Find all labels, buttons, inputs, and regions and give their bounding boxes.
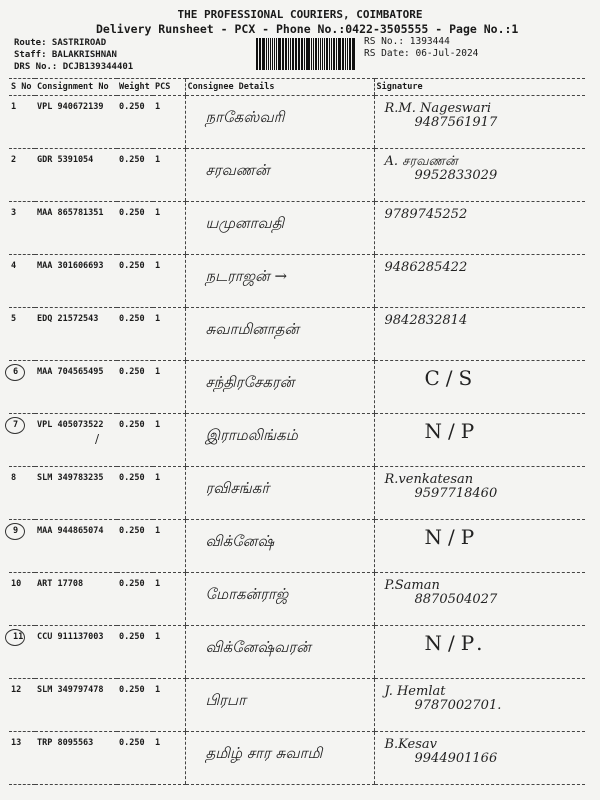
- barcode-bar: [313, 38, 315, 70]
- sno-cell: 10: [9, 573, 35, 626]
- signature-cell: [374, 573, 585, 626]
- consignee-name: ரவிசங்கர்: [185, 467, 374, 520]
- pcs-cell: 1: [153, 520, 185, 573]
- barcode-bar: [274, 38, 276, 70]
- pcs-cell: 1: [153, 467, 185, 520]
- barcode-bar: [278, 38, 280, 70]
- barcode-bar: [262, 38, 264, 70]
- sno-cell: 2: [9, 149, 35, 202]
- barcode-bar: [292, 38, 294, 70]
- signature-phone: 9952833029: [414, 168, 498, 183]
- runsheet-title: Delivery Runsheet - PCX - Phone No.:0422-3505555 - Page No.:1: [96, 22, 519, 36]
- weight-cell: 0.250: [117, 202, 153, 255]
- barcode-bar: [260, 38, 261, 70]
- signature-text: J. Hemlat: [384, 684, 446, 699]
- consignment-number: SLM 349783235: [35, 467, 117, 520]
- sno-cell: 8: [9, 467, 35, 520]
- weight-cell: 0.250: [117, 573, 153, 626]
- weight-cell: 0.250: [117, 96, 153, 149]
- barcode-bar: [272, 38, 273, 70]
- consignment-number: MAA 944865074: [35, 520, 117, 573]
- consignee-name: சரவணன்: [185, 149, 374, 202]
- signature-cell: [374, 626, 585, 679]
- table-row: [9, 467, 585, 520]
- pcs-cell: 1: [153, 96, 185, 149]
- signature-text: P.Saman: [384, 578, 440, 593]
- pcs-cell: 1: [153, 414, 185, 467]
- barcode-bar: [285, 38, 287, 70]
- table-row: [9, 679, 585, 732]
- signature-cell: [374, 467, 585, 520]
- consignment-number: MAA 865781351: [35, 202, 117, 255]
- barcode-bar: [336, 38, 337, 70]
- consignee-name: தமிழ் சார சுவாமி: [185, 732, 374, 785]
- table-row: [9, 414, 585, 467]
- signature-phone: 9944901166: [414, 751, 498, 766]
- staff-label: Staff: BALAKRISHNAN: [14, 50, 117, 60]
- barcode: [256, 38, 356, 70]
- signature-phone: 9597718460: [414, 486, 498, 501]
- col-consignment-header: Consignment No: [35, 79, 117, 96]
- barcode-bar: [301, 38, 303, 70]
- weight-cell: 0.250: [117, 149, 153, 202]
- barcode-bar: [288, 38, 289, 70]
- signature-cell: [374, 255, 585, 308]
- consignment-number: EDQ 21572543: [35, 308, 117, 361]
- pcs-cell: 1: [153, 679, 185, 732]
- sno-cell: 5: [9, 308, 35, 361]
- barcode-bar: [259, 38, 260, 70]
- signature-text: N/P: [424, 525, 481, 549]
- signature-cell: [374, 202, 585, 255]
- pcs-cell: 1: [153, 361, 185, 414]
- consignee-name: இராமலிங்கம்: [185, 414, 374, 467]
- rs-date: RS Date: 06-Jul-2024: [364, 48, 479, 59]
- tick-mark: /: [95, 432, 100, 446]
- barcode-bar: [349, 38, 351, 70]
- signature-cell: [374, 361, 585, 414]
- table-row: [9, 96, 585, 149]
- drs-number: DRS No.: DCJB139344401: [14, 62, 134, 72]
- signature-cell: [374, 732, 585, 785]
- sno-cell: 7: [9, 414, 35, 467]
- barcode-bar: [290, 38, 291, 70]
- signature-cell: [374, 308, 585, 361]
- signature-text: 9789745252: [384, 207, 468, 222]
- signature-text: N/P.: [424, 631, 489, 655]
- table-row: [9, 202, 585, 255]
- rs-number: RS No.: 1393444: [364, 36, 450, 47]
- barcode-bar: [331, 38, 332, 70]
- table-row: [9, 308, 585, 361]
- barcode-bar: [276, 38, 277, 70]
- signature-text: N/P: [424, 419, 481, 443]
- signature-phone: 8870504027: [414, 592, 498, 607]
- weight-cell: 0.250: [117, 467, 153, 520]
- barcode-bar: [298, 38, 299, 70]
- consignee-name: யமுனாவதி: [185, 202, 374, 255]
- barcode-bar: [307, 38, 309, 70]
- pcs-cell: 1: [153, 149, 185, 202]
- weight-cell: 0.250: [117, 626, 153, 679]
- weight-cell: 0.250: [117, 255, 153, 308]
- barcode-bar: [295, 38, 297, 70]
- col-sno-header: S No: [9, 79, 35, 96]
- signature-cell: [374, 414, 585, 467]
- consignment-number: CCU 911137003: [35, 626, 117, 679]
- barcode-bar: [306, 38, 307, 70]
- signature-text: R.M. Nageswari: [384, 101, 492, 116]
- table-row: [9, 626, 585, 679]
- consignment-number: GDR 5391054: [35, 149, 117, 202]
- pcs-cell: 1: [153, 626, 185, 679]
- barcode-bar: [282, 38, 283, 70]
- pcs-cell: 1: [153, 308, 185, 361]
- barcode-bar: [347, 38, 348, 70]
- sno-cell: 4: [9, 255, 35, 308]
- barcode-bar: [315, 38, 317, 70]
- consignee-name: விக்னேஷ்வரன்: [185, 626, 374, 679]
- table-row: [9, 149, 585, 202]
- barcode-bar: [339, 38, 341, 70]
- weight-cell: 0.250: [117, 732, 153, 785]
- signature-text: 9486285422: [384, 260, 468, 275]
- barcode-bar: [299, 38, 300, 70]
- sno-cell: 1: [9, 96, 35, 149]
- sno-cell: 11: [9, 626, 35, 679]
- consignee-name: நாகேஸ்வரி: [185, 96, 374, 149]
- barcode-bar: [318, 38, 319, 70]
- barcode-bar: [283, 38, 284, 70]
- barcode-bar: [266, 38, 267, 70]
- table-row: [9, 361, 585, 414]
- col-weight-header: Weight: [117, 79, 153, 96]
- pcs-cell: 1: [153, 732, 185, 785]
- weight-cell: 0.250: [117, 361, 153, 414]
- table-row: [9, 732, 585, 785]
- signature-text: R.venkatesan: [384, 472, 474, 487]
- signature-phone: 9787002701.: [414, 698, 502, 713]
- route-label: Route: SASTRIROAD: [14, 38, 107, 48]
- consignment-number: SLM 349797478: [35, 679, 117, 732]
- barcode-bar: [324, 38, 325, 70]
- col-signature-header: Signature: [374, 79, 585, 96]
- consignment-number: VPL 940672139: [35, 96, 117, 149]
- barcode-bar: [353, 38, 355, 70]
- weight-cell: 0.250: [117, 308, 153, 361]
- barcode-bar: [304, 38, 305, 70]
- barcode-bar: [270, 38, 271, 70]
- barcode-bar: [268, 38, 270, 70]
- table-row: [9, 573, 585, 626]
- signature-phone: 9487561917: [414, 115, 498, 130]
- runsheet-table: [9, 78, 585, 785]
- consignee-name: மோகன்ராஜ்: [185, 573, 374, 626]
- barcode-bar: [326, 38, 328, 70]
- consignee-name: பிரபா: [185, 679, 374, 732]
- barcode-bar: [342, 38, 344, 70]
- sno-cell: 12: [9, 679, 35, 732]
- consignee-name: சந்திரசேகரன்: [185, 361, 374, 414]
- barcode-bar: [329, 38, 330, 70]
- signature-text: B.Kesav: [384, 737, 438, 752]
- signature-cell: [374, 679, 585, 732]
- signature-cell: [374, 520, 585, 573]
- pcs-cell: 1: [153, 202, 185, 255]
- barcode-bar: [311, 38, 312, 70]
- barcode-bar: [338, 38, 339, 70]
- barcode-bar: [256, 38, 258, 70]
- table-row: [9, 520, 585, 573]
- signature-text: A. சரவணன்: [384, 154, 458, 169]
- pcs-cell: 1: [153, 573, 185, 626]
- sno-cell: 6: [9, 361, 35, 414]
- barcode-bar: [322, 38, 324, 70]
- barcode-bar: [333, 38, 335, 70]
- barcode-bar: [345, 38, 346, 70]
- signature-cell: [374, 149, 585, 202]
- circle-mark: [5, 523, 25, 540]
- circle-mark: [5, 629, 25, 646]
- col-consignee-header: Consignee Details: [185, 79, 374, 96]
- col-pcs-header: PCS: [153, 79, 185, 96]
- consignment-number: VPL 405073522 /: [35, 414, 117, 467]
- circle-mark: [5, 364, 25, 381]
- signature-cell: [374, 96, 585, 149]
- circle-mark: [5, 417, 25, 434]
- barcode-bar: [320, 38, 321, 70]
- consignee-name: விக்னேஷ்: [185, 520, 374, 573]
- consignment-number: ART 17708: [35, 573, 117, 626]
- pcs-cell: 1: [153, 255, 185, 308]
- table-row: [9, 255, 585, 308]
- consignee-name: சுவாமினாதன்: [185, 308, 374, 361]
- signature-text: 9842832814: [384, 313, 468, 328]
- sno-cell: 13: [9, 732, 35, 785]
- sno-cell: 3: [9, 202, 35, 255]
- consignee-name: நடராஜன் →: [185, 255, 374, 308]
- weight-cell: 0.250: [117, 520, 153, 573]
- barcode-bar: [352, 38, 353, 70]
- weight-cell: 0.250: [117, 414, 153, 467]
- table-header-row: [9, 79, 585, 96]
- sno-cell: 9: [9, 520, 35, 573]
- company-title: THE PROFESSIONAL COURIERS, COIMBATORE: [177, 8, 423, 21]
- consignment-number: TRP 8095563: [35, 732, 117, 785]
- consignment-number: MAA 301606693: [35, 255, 117, 308]
- weight-cell: 0.250: [117, 679, 153, 732]
- consignment-number: MAA 704565495: [35, 361, 117, 414]
- signature-text: C/S: [424, 366, 479, 390]
